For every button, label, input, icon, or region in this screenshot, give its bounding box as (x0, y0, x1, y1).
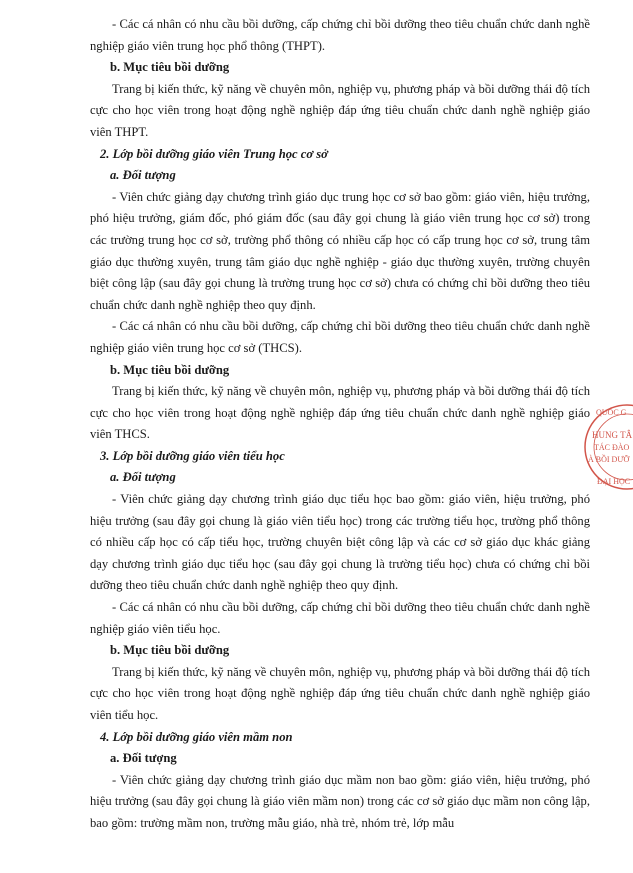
heading-thcs-objective: b. Mục tiêu bồi dưỡng (110, 362, 230, 377)
seal-text-bottom: ĐẠI HỌC (597, 477, 631, 486)
document-body (90, 14, 590, 835)
heading-section-4: 4. Lớp bồi dưỡng giáo viên mầm non (100, 729, 293, 744)
paragraph-thcs-target: - Viên chức giảng dạy chương trình giáo dục trung học cơ sở bao gồm: giáo viên, hiệu trưởng, phó hiệu trưởng, giám đốc, phó giám đốc (sau đây gọi chung là giáo viên trung học cơ sở) trong các trường trung học cơ sở, trường phổ thông có nhiều cấp học có cấp trung học cơ sở, trung tâm giáo dục thường xuyên, trung tâm giáo dục nghề nghiệp - giáo dục thường xuyên, trường chuyên biệt công lập (sau đây gọi chung là trường trung học cơ sở) chưa có chứng chỉ bồi dưỡng theo tiêu chuẩn chức danh nghề nghiệp theo quy định. (90, 189, 590, 312)
paragraph-tieuhoc-objective: Trang bị kiến thức, kỹ năng về chuyên môn, nghiệp vụ, phương pháp và bồi dưỡng thái độ tích cực cho học viên trong hoạt động nghề nghiệp đáp ứng tiêu chuẩn chức danh nghề nghiệp giáo viên tiểu học. (90, 664, 590, 722)
seal-text-top: QUỐC G (596, 408, 627, 417)
paragraph-thpt-individuals: - Các cá nhân có nhu cầu bồi dưỡng, cấp chứng chỉ bồi dưỡng theo tiêu chuẩn chức danh nghề nghiệp giáo viên trung học phổ thông (THPT). (90, 17, 590, 53)
heading-section-3: 3. Lớp bồi dưỡng giáo viên tiểu học (100, 448, 285, 463)
heading-tieuhoc-target: a. Đối tượng (110, 470, 176, 485)
paragraph-thcs-objective: Trang bị kiến thức, kỹ năng về chuyên môn, nghiệp vụ, phương pháp và bồi dưỡng thái độ tích cực cho học viên trong hoạt động nghề nghiệp đáp ứng tiêu chuẩn chức danh nghề nghiệp giáo viên THCS. (90, 384, 590, 442)
paragraph-tieuhoc-target: - Viên chức giảng dạy chương trình giáo dục tiểu học bao gồm: giáo viên, hiệu trưởng, phó hiệu trưởng (sau đây gọi chung là giáo viên tiểu học) trong các trường tiểu học, trường phổ thông có nhiều cấp học có cấp tiểu học, trường chuyên biệt công lập và các cơ sở giáo dục khác giảng dạy chương trình giáo dục tiểu học (sau đây gọi chung là trường tiểu học) chưa có chứng chỉ bồi dưỡng theo tiêu chuẩn chức danh nghề nghiệp theo quy định. (90, 492, 590, 593)
heading-thpt-objective: b. Mục tiêu bồi dưỡng (110, 60, 230, 75)
heading-mamnon-target: a. Đối tượng (110, 751, 177, 766)
seal-text-line2: HUNG TÂ (592, 430, 633, 440)
red-seal-stamp (582, 402, 633, 492)
heading-section-2: 2. Lớp bồi dưỡng giáo viên Trung học cơ sở (100, 146, 328, 161)
paragraph-thcs-individuals: - Các cá nhân có nhu cầu bồi dưỡng, cấp chứng chỉ bồi dưỡng theo tiêu chuẩn chức danh nghề nghiệp giáo viên trung học cơ sở (THCS). (90, 319, 590, 355)
seal-text-line3: TÁC ĐÀO (594, 443, 630, 452)
heading-thcs-target: a. Đối tượng (110, 168, 176, 183)
paragraph-tieuhoc-individuals: - Các cá nhân có nhu cầu bồi dưỡng, cấp chứng chỉ bồi dưỡng theo tiêu chuẩn chức danh nghề nghiệp giáo viên tiểu học. (90, 600, 590, 636)
paragraph-thpt-objective: Trang bị kiến thức, kỹ năng về chuyên môn, nghiệp vụ, phương pháp và bồi dưỡng thái độ tích cực cho học viên trong hoạt động nghề nghiệp đáp ứng tiêu chuẩn chức danh nghề nghiệp giáo viên THPT. (90, 81, 590, 139)
paragraph-mamnon-target: - Viên chức giảng dạy chương trình giáo dục mầm non bao gồm: giáo viên, hiệu trưởng, phó hiệu trưởng (sau đây gọi chung là giáo viên mầm non) trong các cơ sở giáo dục mầm non công lập, bao gồm: trường mầm non, trường mẫu giáo, nhà trẻ, nhóm trẻ, lớp mẫu (90, 772, 590, 830)
seal-text-line4: À BỒI DƯỠ (588, 455, 630, 464)
heading-tieuhoc-objective: b. Mục tiêu bồi dưỡng (110, 643, 230, 658)
